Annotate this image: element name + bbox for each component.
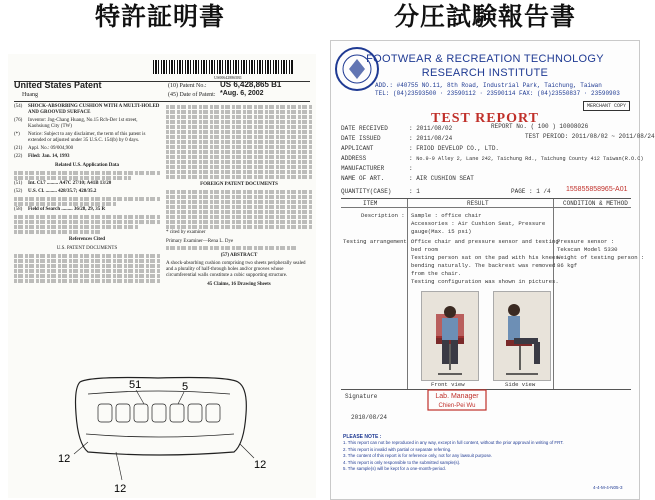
- test-period: TEST PERIOD: 2011/08/02 ~ 2011/08/24: [525, 133, 655, 140]
- patent-number: US 6,428,865 B1: [220, 80, 282, 89]
- test-report-document: [330, 40, 655, 500]
- patent-right-column: [166, 104, 312, 290]
- condition-line: Weight of testing person :: [557, 254, 645, 261]
- field-code: (52): [14, 189, 23, 194]
- col-result: RESULT: [467, 200, 489, 207]
- front-view-photo: [421, 291, 479, 381]
- institute-address: ADD.: #40755 NO.11, 8th Road, Industrial Park, Taichung, Taiwan: [375, 82, 602, 89]
- fig-label-5: 5: [182, 381, 189, 393]
- arrangement-line: Testing configuration was shown in pictures.: [411, 278, 559, 285]
- fig-label-12-right: 12: [254, 459, 267, 471]
- references-subheading: U.S. PATENT DOCUMENTS: [56, 246, 118, 251]
- lab-manager-title: Lab. Manager: [435, 393, 479, 400]
- lab-manager-name: Chien-Pei Wu: [438, 403, 476, 409]
- barcode: [153, 60, 293, 74]
- patent-notice: Notice: Subject to any disclaimer, the term of this patent is extended or adjusted under 35 U.S.C. 154(b) by 0 days.: [28, 132, 146, 143]
- field-code: (76): [14, 118, 23, 123]
- notes-title: PLEASE NOTE :: [343, 434, 382, 440]
- field-code: (*): [14, 132, 20, 137]
- side-view-photo: [493, 291, 551, 381]
- institute-name-line1: FOOTWEAR & RECREATION TECHNOLOGY: [366, 53, 604, 65]
- note-item: 3. The content of this report is for reference only, not for any lawsuit purpose.: [343, 453, 493, 459]
- foreign-docs-heading: FOREIGN PATENT DOCUMENTS: [200, 182, 278, 187]
- report-notes: [343, 434, 633, 472]
- note-item: 5. The sample(s) will be kept for a one-month-period.: [343, 466, 446, 472]
- report-number: REPORT No. ( 100 ) 10008026: [491, 123, 589, 130]
- form-number: 4-4-M-4-N05-3: [593, 485, 623, 490]
- abstract-text: A shock-absorbing cushion comprising two sheets peripherally sealed and a plurality of half-through holes and/or grooves whose circumferential walls constitute a cubic supporting structure.: [166, 261, 306, 278]
- patent-field-21: Appl. No.: 09/004,900: [28, 146, 74, 151]
- note-item: 1. This report can not be reproduced in any way, except in full content, without the prior approval in writing of FRT.: [343, 440, 564, 446]
- row-name-of-art: NAME OF ART. : AIR CUSHION SEAT: [341, 175, 474, 182]
- row-manufacturer: MANUFACTURER :: [341, 165, 413, 172]
- row-date-received: DATE RECEIVED : 2011/08/02: [341, 125, 453, 132]
- signature-date: 2010/08/24: [351, 414, 388, 421]
- field-code: (51): [14, 181, 23, 186]
- fig-label-51: 51: [129, 379, 142, 391]
- condition-line: Tekscan Model 5330: [557, 246, 618, 253]
- abstract-code: (57): [220, 253, 230, 258]
- arrangement-line: bending naturally. The backrest was removed: [411, 262, 556, 269]
- patent-date: *Aug. 6, 2002: [220, 90, 264, 97]
- us-patent-document: [8, 54, 316, 498]
- row-applicant: APPLICANT : FRIOD DEVELOP CO., LTD.: [341, 145, 500, 152]
- patent-field-58: Field of Search ......... 36/28, 29, 35 R: [28, 207, 106, 212]
- description-line: Sample : office chair: [411, 212, 482, 219]
- note-item: 2. This report is invalid with partial or separate referring.: [343, 446, 452, 452]
- row-date-issued: DATE ISSUED : 2011/08/24: [341, 135, 453, 142]
- patent-field-52: U.S. Cl. ......... 428/35.7; 428/35.2: [28, 189, 97, 194]
- fig-label-12-bottom: 12: [114, 483, 127, 495]
- condition-line: Pressure sensor :: [557, 238, 615, 245]
- arrangement-line: from the chair.: [411, 270, 462, 277]
- patent-title: United States Patent: [14, 80, 102, 90]
- arrangement-line: Office chair and pressure sensor and testing: [411, 238, 559, 245]
- patent-number-label: (10) Patent No.:: [168, 83, 207, 89]
- arrangement-label: Testing arrangement :: [343, 238, 414, 245]
- patent-field-51: Int. Cl.7 ......... A47C 27/10; A41B 13/20: [28, 181, 112, 186]
- field-code: (22): [14, 154, 23, 159]
- results-table: [341, 198, 645, 390]
- description-line: gauge(Max. 15 psi): [411, 228, 472, 235]
- field-code: (58): [14, 207, 23, 212]
- row-address: ADDRESS : No.9-9 Alley 2, Lane 242, Taichung Rd., Taichung County 412 Taiwan(R.O.C): [341, 155, 644, 162]
- institute-phone: TEL: (04)23593500 · 23590112 · 23590114 FAX: (04)23550837 · 23590903: [375, 90, 620, 97]
- patent-field-76: Inventor: Jng-Chang Huang, No.15 Rch-Der 1st street, Kaohsiung City (TW): [28, 118, 138, 129]
- patent-field-54: SHOCK-ABSORBING CUSHION WITH A MULTI-HOLED AND GROOVED SURFACE: [28, 104, 160, 115]
- side-view-caption: Side view: [505, 381, 536, 388]
- arrangement-line: bed room: [411, 246, 438, 253]
- col-item: ITEM: [363, 200, 378, 207]
- report-id-number: 155855858965-A01: [566, 186, 628, 193]
- references-heading: References Cited: [68, 237, 106, 242]
- patent-certificate-heading: 特許証明書: [94, 2, 225, 31]
- patent-inventor-short: Huang: [22, 92, 38, 98]
- arrangement-line: Testing person sat on the pad with his knees: [411, 254, 559, 261]
- description-line: Accessories : Air Cushion Seat, Pressure: [411, 220, 546, 227]
- related-data-heading: Related U.S. Application Data: [54, 163, 120, 168]
- condition-line: 86 kgf: [557, 262, 578, 269]
- lab-manager-stamp: [427, 389, 487, 411]
- patent-date-label: (45) Date of Patent:: [168, 92, 216, 98]
- test-report-heading: 分圧試験報告書: [393, 2, 576, 31]
- page-indicator: PAGE : 1 /4: [511, 188, 551, 195]
- fig-label-12-left: 12: [58, 453, 71, 465]
- barcode-number: US006428865B1: [214, 75, 242, 80]
- row-quantity: QUANTITY(CASE) : 1: [341, 188, 420, 195]
- cited-by-examiner: * cited by examiner: [166, 230, 206, 235]
- field-code: (54): [14, 104, 23, 109]
- col-condition: CONDITION & METHOD: [563, 200, 628, 207]
- patent-left-column: [14, 104, 160, 284]
- merchant-copy-label: MERCHANT COPY: [583, 101, 630, 111]
- claims-count: 45 Claims, 16 Drawing Sheets: [207, 282, 271, 287]
- description-label: Description :: [361, 212, 405, 219]
- front-view-caption: Front view: [431, 381, 465, 388]
- rule-line: [14, 101, 310, 102]
- abstract-heading: ABSTRACT: [230, 253, 258, 258]
- cushion-drawing: [8, 374, 316, 498]
- signature-label: Signature: [345, 393, 378, 400]
- patent-field-22: Filed: Jan. 14, 1993: [28, 154, 70, 159]
- primary-examiner: Primary Examiner—Rena L. Dye: [166, 239, 234, 244]
- test-report-title: TEST REPORT: [431, 111, 539, 126]
- note-item: 4. This report is only responsible to the submitted sample(s).: [343, 459, 461, 465]
- institute-name-line2: RESEARCH INSTITUTE: [421, 67, 549, 79]
- field-code: (21): [14, 146, 23, 151]
